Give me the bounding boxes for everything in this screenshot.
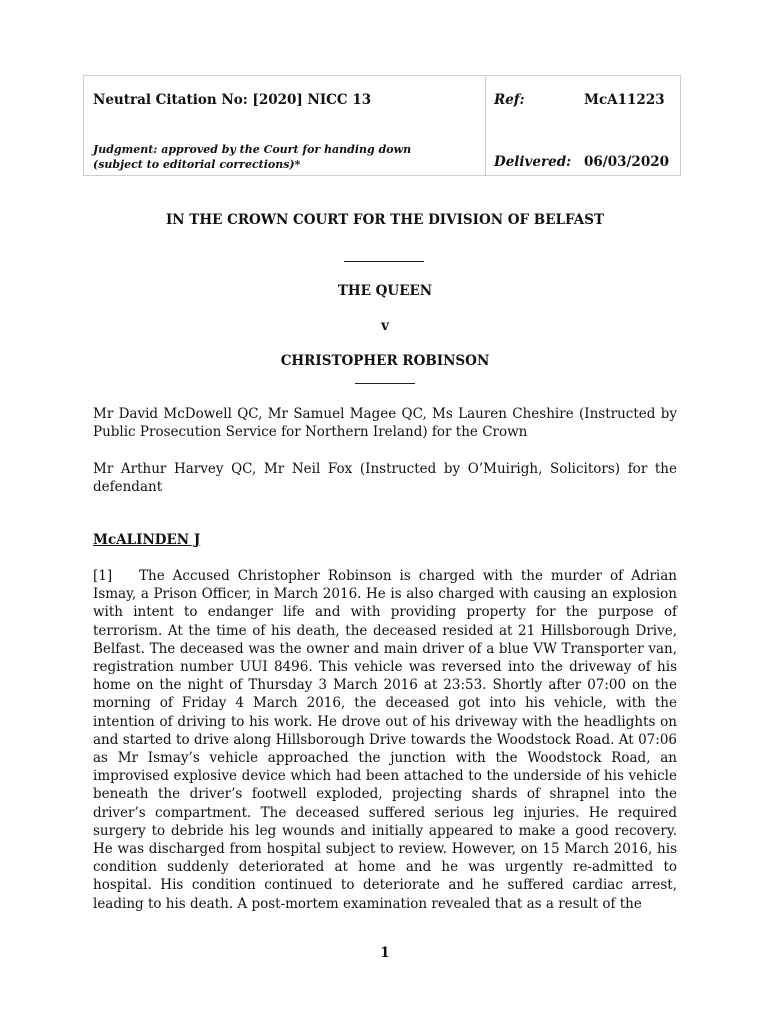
page-number: 1 (380, 945, 390, 961)
rule-top (344, 261, 424, 262)
ref-label: Ref: (494, 92, 525, 108)
paragraph-number: [1] (93, 568, 113, 584)
delivered-value: 06/03/2020 (584, 154, 670, 170)
citation-header-box (83, 75, 681, 176)
prosecution-party: THE QUEEN (337, 283, 433, 299)
ref-value: McA11223 (584, 92, 665, 108)
delivered-label: Delivered: (494, 154, 572, 170)
defendant-party: CHRISTOPHER ROBINSON (280, 353, 490, 369)
defence-counsel: Mr Arthur Harvey QC, Mr Neil Fox (Instructed by O’Muirigh, Solicitors) for the defendant (93, 461, 677, 496)
neutral-citation: Neutral Citation No: [2020] NICC 13 (93, 92, 372, 108)
judge-name: McALINDEN J (93, 532, 201, 548)
rule-bottom (355, 383, 415, 384)
crown-counsel: Mr David McDowell QC, Mr Samuel Magee QC, Ms Lauren Cheshire (Instructed by Public Prosecution Service for Northern Ireland) for the Crown (93, 406, 677, 441)
versus: v (381, 318, 389, 334)
paragraph-text: The Accused Christopher Robinson is charged with the murder of Adrian Ismay, a Prison Officer, in March 2016. He is also charged with causing an explosion with intent to endanger life and with providing property for the purpose of terrorism. At the time of his death, the deceased resided at 21 Hillsborough Drive, Belfast. The deceased was the owner and main driver of a blue VW Transporter van, registration number UUI 8496. This vehicle was reversed into the driveway of his home on the night of Thursday 3 March 2016 at 23:53. Shortly after 07:00 on the morning of Friday 4 March 2016, the deceased got into his vehicle, with the intention of driving to his work. He drove out of his driveway with the headlights on and started to drive along Hillsborough Drive towards the Woodstock Road. At 07:06 as Mr Ismay’s vehicle approached the junction with the Woodstock Road, an improvised explosive device which had been attached to the underside of his vehicle beneath the driver’s footwell exploded, projecting shards of shrapnel into the driver’s compartment. The deceased suffered serious leg injuries. He required surgery to debride his leg wounds and initially appeared to make a good recovery. He was discharged from hospital subject to review. However, on 15 March 2016, his condition suddenly deteriorated at home and he was urgently re-admitted to hospital. His condition continued to deteriorate and he suffered cardiac arrest, leading to his death. A post-mortem examination revealed that as a result of the (93, 568, 677, 912)
paragraph-1 (93, 567, 677, 913)
judgment-note: Judgment: approved by the Court for handing down (subject to editorial corrections)* (93, 143, 412, 171)
court-title: IN THE CROWN COURT FOR THE DIVISION OF BELFAST (165, 212, 605, 228)
header-divider (485, 76, 486, 175)
